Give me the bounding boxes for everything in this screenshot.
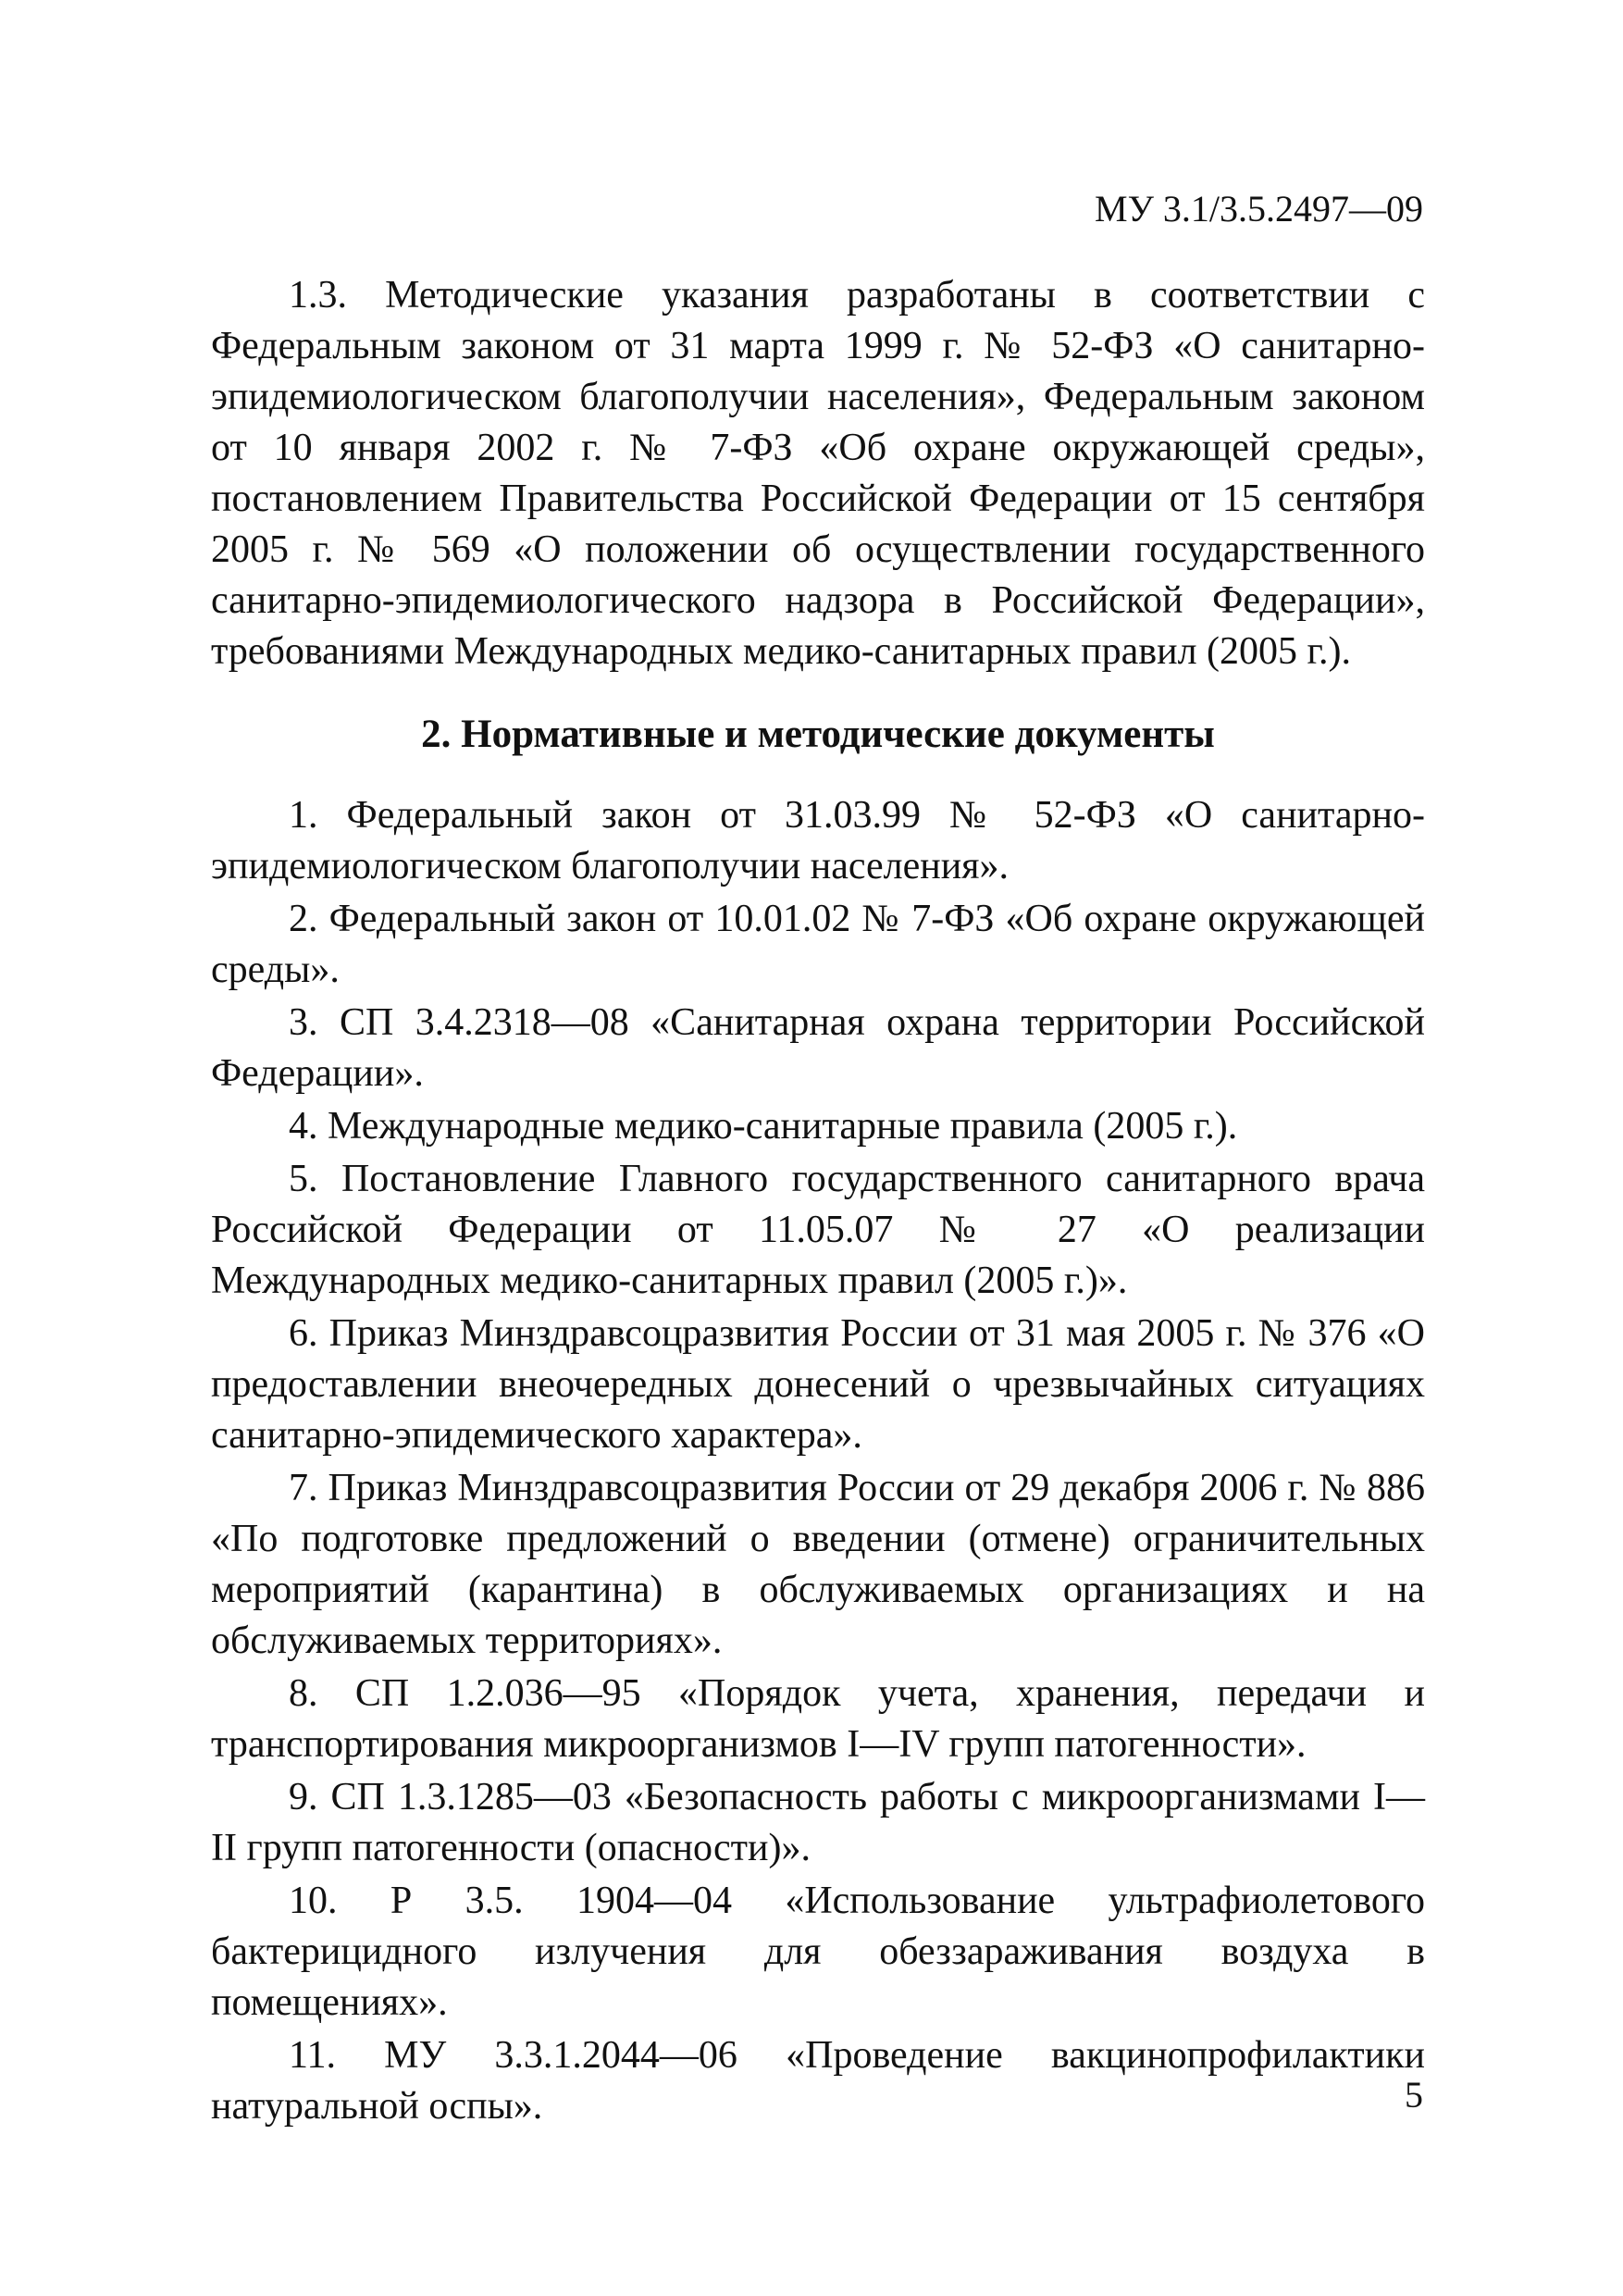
section-heading: 2. Нормативные и методические документы	[421, 713, 1215, 756]
reference-item: 10. Р 3.5. 1904—04 «Использование ультрафиолетового бактерицидного излучения для обеззараживания воздуха в помещениях».	[211, 1880, 1425, 2024]
reference-item: 7. Приказ Минздравсоцразвития России от 29 декабря 2006 г. № 886 «По подготовке предложений о введении (отмене) ограничительных мероприятий (карантина) в обслуживаемых организациях и на обслуживаемых территориях».	[211, 1467, 1425, 1662]
reference-item: 9. СП 1.3.1285—03 «Безопасность работы с микроорганизмами I—II групп патогенности (опасности)».	[211, 1776, 1425, 1869]
reference-item: 4. Международные медико-санитарные правила (2005 г.).	[289, 1105, 1238, 1148]
reference-list	[211, 790, 1425, 2132]
reference-item: 8. СП 1.2.036—95 «Порядок учета, хранения, передачи и транспортирования микроорганизмов I—IV групп патогенности».	[211, 1672, 1425, 1766]
reference-item: 3. СП 3.4.2318—08 «Санитарная охрана территории Российской Федерации».	[211, 1001, 1425, 1095]
reference-item: 2. Федеральный закон от 10.01.02 № 7-ФЗ «Об охране окружающей среды».	[211, 898, 1425, 991]
intro-paragraph: 1.3. Методические указания разработаны в соответствии с Федеральным законом от 31 марта 1999 г. № 52-ФЗ «О санитарно-эпидемиологическом благополучии населения», Федеральным законом от 10 января 2002 г. № 7-ФЗ «Об охране окружающей среды», постановлением Правительства Российской Федерации от 15 сентября 2005 г. № 569 «О положении об осуществлении государственного санитарно-эпидемиологического надзора в Российской Федерации», требованиями Международных медико-санитарных правил (2005 г.).	[211, 274, 1425, 673]
page-number: 5	[1405, 2074, 1423, 2116]
page-content	[211, 270, 1425, 2134]
reference-item: 11. МУ 3.3.1.2044—06 «Проведение вакцинопрофилактики натуральной оспы».	[211, 2034, 1425, 2128]
reference-item: 1. Федеральный закон от 31.03.99 № 52-ФЗ «О санитарно-эпидемиологическом благополучии населения».	[211, 794, 1425, 887]
reference-item: 5. Постановление Главного государственного санитарного врача Российской Федерации от 11.05.07 № 27 «О реализации Международных медико-санитарных правил (2005 г.)».	[211, 1158, 1425, 1302]
reference-item: 6. Приказ Минздравсоцразвития России от 31 мая 2005 г. № 376 «О предоставлении внеочередных донесений о чрезвычайных ситуациях санитарно-эпидемического характера».	[211, 1312, 1425, 1457]
document-code: МУ 3.1/3.5.2497—09	[1095, 188, 1423, 230]
